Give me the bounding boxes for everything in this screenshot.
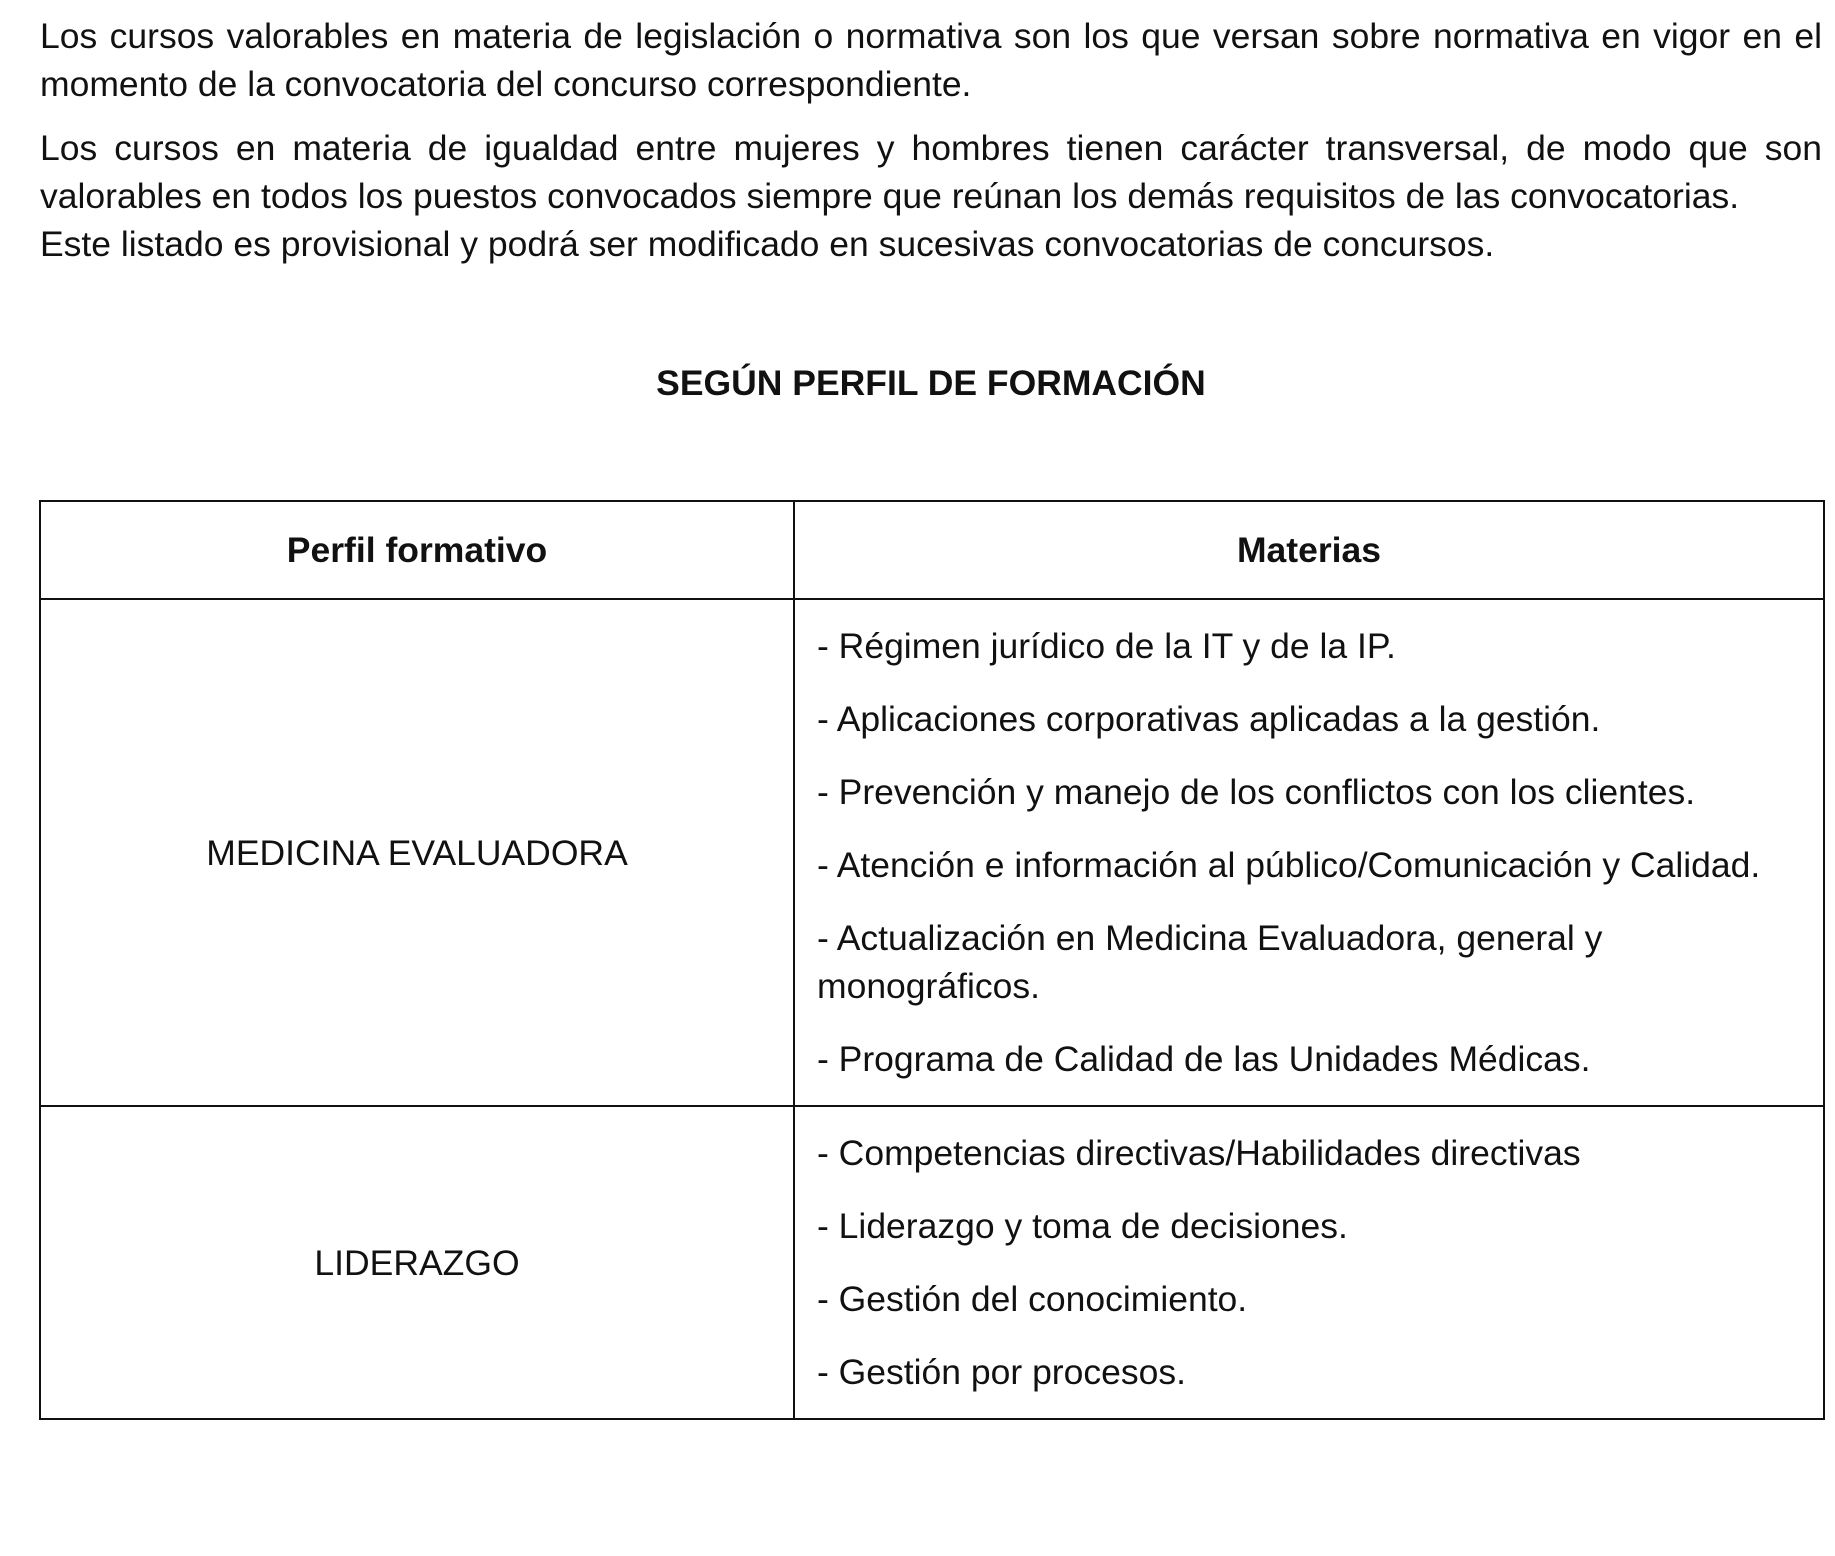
materia-item: - Competencias directivas/Habilidades directivas	[817, 1133, 1581, 1173]
materia-item: - Aplicaciones corporativas aplicadas a la gestión.	[817, 699, 1601, 739]
header-materias: Materias	[794, 501, 1824, 599]
materia-item: - Atención e información al público/Comunicación y Calidad.	[817, 845, 1761, 885]
materia-item: - Liderazgo y toma de decisiones.	[817, 1206, 1348, 1246]
materia-item: - Régimen jurídico de la IT y de la IP.	[817, 626, 1396, 666]
perfil-cell: MEDICINA EVALUADORA	[40, 599, 794, 1106]
materias-cell	[794, 599, 1824, 1106]
perfil-cell: LIDERAZGO	[40, 1106, 794, 1419]
table-row	[40, 599, 1824, 1106]
intro-paragraph-legislacion: Los cursos valorables en materia de legislación o normativa son los que versan sobre normativa en vigor en el momento de la convocatoria del concurso correspondiente.	[40, 16, 1822, 104]
document-page	[40, 12, 1822, 407]
materia-item: - Gestión del conocimiento.	[817, 1279, 1248, 1319]
header-perfil-formativo: Perfil formativo	[40, 501, 794, 599]
table-row	[40, 1106, 1824, 1419]
materias-cell	[794, 1106, 1824, 1419]
intro-paragraph-igualdad: Los cursos en materia de igualdad entre mujeres y hombres tienen carácter transversal, de modo que son valorables en todos los puestos convocados siempre que reúnan los demás requisitos de las convocatorias.	[40, 128, 1822, 216]
table-header-row	[40, 501, 1824, 599]
section-title: SEGÚN PERFIL DE FORMACIÓN	[656, 363, 1206, 403]
materia-item: - Programa de Calidad de las Unidades Médicas.	[817, 1039, 1591, 1079]
materia-item: - Prevención y manejo de los conflictos con los clientes.	[817, 772, 1696, 812]
materia-item: - Actualización en Medicina Evaluadora, general y monográficos.	[817, 918, 1603, 1006]
perfil-materias-table	[39, 500, 1825, 1420]
intro-paragraph-provisional: Este listado es provisional y podrá ser modificado en sucesivas convocatorias de concursos.	[40, 224, 1495, 264]
materia-item: - Gestión por procesos.	[817, 1352, 1186, 1392]
